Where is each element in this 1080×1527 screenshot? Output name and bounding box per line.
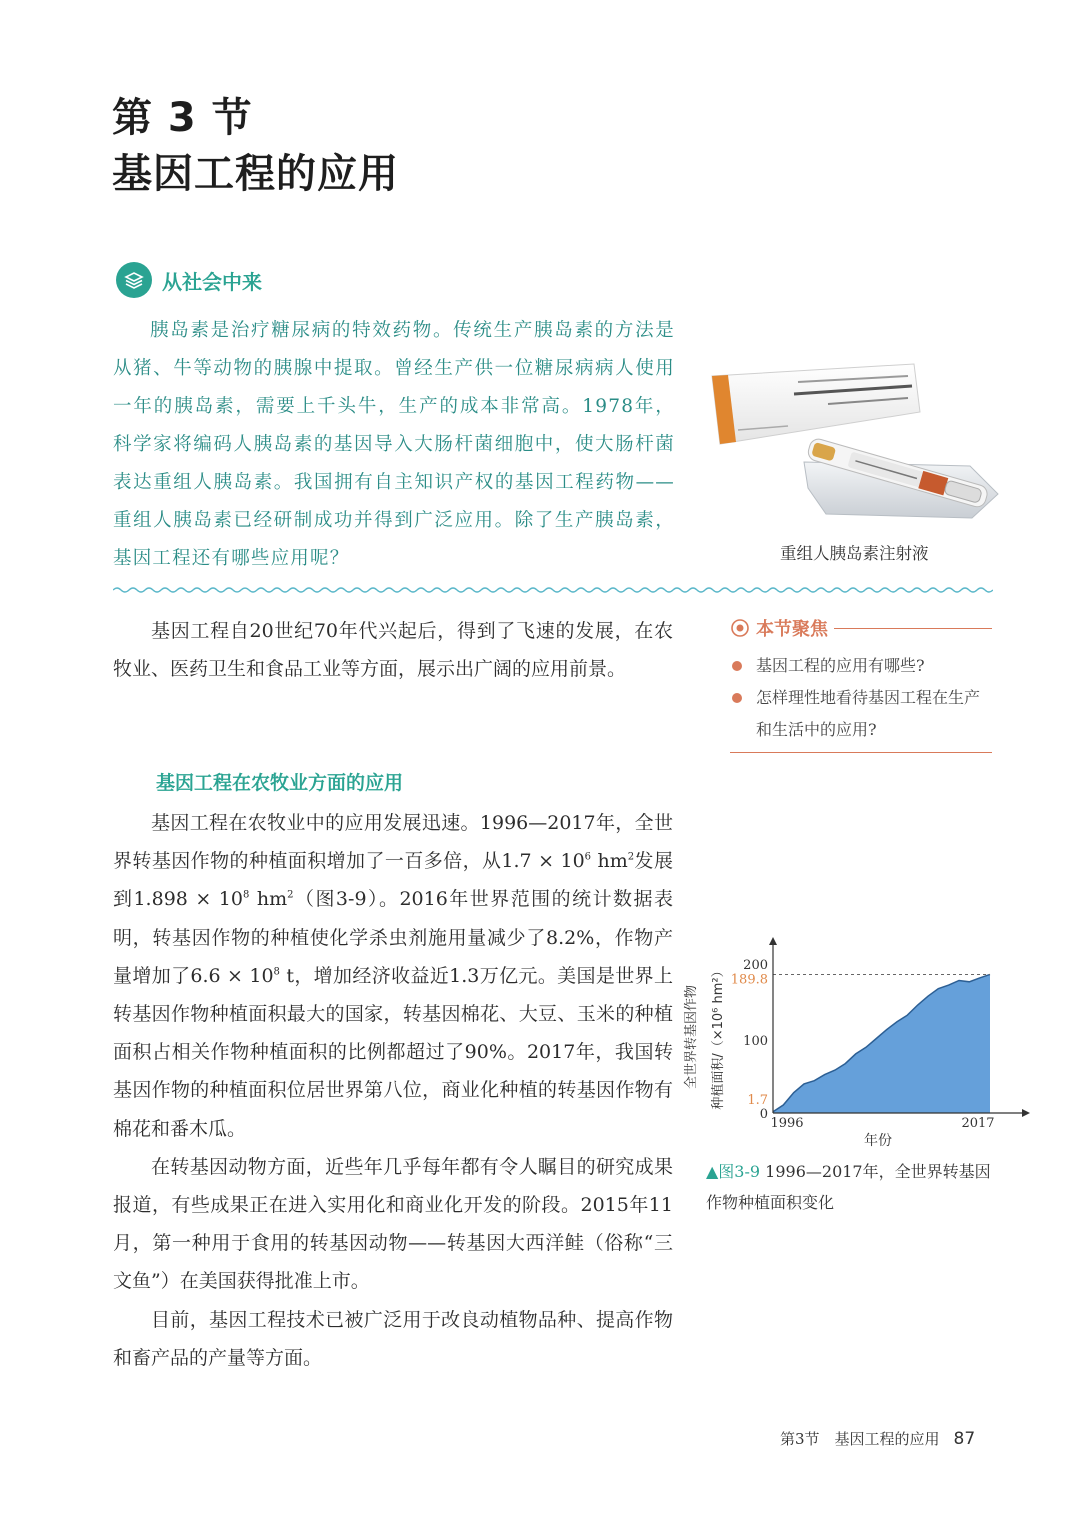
section-focus-list (730, 650, 992, 746)
section-number: 第 3 节 (112, 95, 253, 141)
focus-bottom-rule (730, 752, 992, 753)
focus-item: 基因工程的应用有哪些? (730, 650, 992, 682)
x-tick-label: 1996 (770, 1116, 804, 1131)
text-run: t，增加经济收益近1.3万亿元。美国是世界上转基因作物种植面积最大的国家，转基因棉花、大豆、玉米的种植面积占相关作物种植面积的比例都超过了90%。2017年，我国转基因作物的种植面积位居世界第八位，商业化种植的转基因作物有棉花和番木瓜。 (113, 964, 673, 1140)
y-axis-title: 全世界转基因作物 (684, 984, 699, 1090)
section-title: 基因工程的应用 (112, 151, 399, 197)
subheading: 基因工程在农牧业方面的应用 (156, 772, 404, 794)
body-paragraph-2: 在转基因动物方面，近些年几乎每年都有令人瞩目的研究成果报道，有些成果正在进入实用化和商业化开发的阶段。2015年11月，第一种用于食用的转基因动物——转基因大西洋鲑（俗称“三文鱼”）在美国获得批准上市。 (113, 1155, 673, 1293)
body-paragraph: 基因工程自20世纪70年代兴起后，得到了飞速的发展，在农牧业、医药卫生和食品工业等方面，展示出广阔的应用前景。 (113, 620, 673, 681)
body-text (113, 804, 673, 1377)
wavy-divider (113, 585, 993, 595)
superscript: 2 (287, 890, 294, 902)
footer-section: 第3节 基因工程的应用 (780, 1430, 940, 1448)
text-run: hm (249, 888, 288, 911)
figure-caption-text: 1996—2017年，全世界转基因作物种植面积变化 (706, 1162, 991, 1212)
section-focus-header (730, 615, 992, 641)
min-value-label: 1.7 (747, 1092, 768, 1108)
figure-number: ▲图3-9 (706, 1162, 761, 1181)
text-run: 基因工程在农牧业中的应用发展迅速。1996—2017年，全世界转基因作物的种植面积增加了一百多倍，从1.7 × 10 (113, 812, 673, 873)
area-chart (676, 935, 1036, 1155)
from-society-header (116, 262, 262, 298)
target-icon (730, 618, 750, 638)
y-tick-label: 0 (759, 1107, 768, 1122)
x-axis-title: 年份 (864, 1133, 892, 1149)
y-tick-label: 100 (743, 1034, 768, 1049)
focus-rule (834, 628, 992, 629)
book-stack-icon (116, 262, 152, 298)
y-axis-arrow (769, 937, 777, 945)
superscript: 8 (273, 966, 280, 978)
area-series (773, 974, 990, 1113)
y-axis-title-unit: 种植面积/（×10⁶ hm²） (711, 964, 726, 1110)
page-number: 87 (953, 1429, 976, 1449)
insulin-photo (708, 352, 1000, 531)
superscript: 2 (627, 851, 635, 863)
intro-paragraph (113, 612, 673, 688)
body-paragraph-1 (113, 804, 673, 1148)
x-axis-arrow (1022, 1109, 1030, 1117)
figure-caption (706, 1156, 1006, 1218)
focus-item: 怎样理性地看待基因工程在生产和生活中的应用? (730, 682, 992, 746)
photo-caption: 重组人胰岛素注射液 (780, 544, 929, 563)
y-tick-label: 200 (743, 958, 768, 973)
superscript: 6 (584, 851, 592, 863)
x-tick-label: 2017 (961, 1116, 995, 1131)
from-society-label: 从社会中来 (162, 269, 262, 294)
max-value-label: 189.8 (730, 972, 768, 988)
text-run: 发展到1.898 × 10 (113, 850, 673, 911)
page-footer (780, 1428, 975, 1449)
body-paragraph-3: 目前，基因工程技术已被广泛用于改良动植物品种、提高作物和畜产品的产量等方面。 (113, 1308, 673, 1369)
intro-text: 胰岛素是治疗糖尿病的特效药物。传统生产胰岛素的方法是从猪、牛等动物的胰腺中提取。曾经生产供一位糖尿病病人使用一年的胰岛素，需要上千头牛，生产的成本非常高。1978年，科学家将编码人胰岛素的基因导入大肠杆菌细胞中，使大肠杆菌表达重组人胰岛素。我国拥有自主知识产权的基因工程药物——重组人胰岛素已经研制成功并得到广泛应用。除了生产胰岛素，基因工程还有哪些应用呢？ (113, 320, 675, 569)
text-run: hm (591, 850, 628, 873)
section-focus-title: 本节聚焦 (756, 619, 828, 640)
superscript: 8 (243, 890, 250, 902)
text-run: （图3-9）。2016年世界范围的统计数据表明，转基因作物的种植使化学杀虫剂施用量减少了8.2%，作物产量增加了6.6 × 10 (113, 888, 673, 987)
